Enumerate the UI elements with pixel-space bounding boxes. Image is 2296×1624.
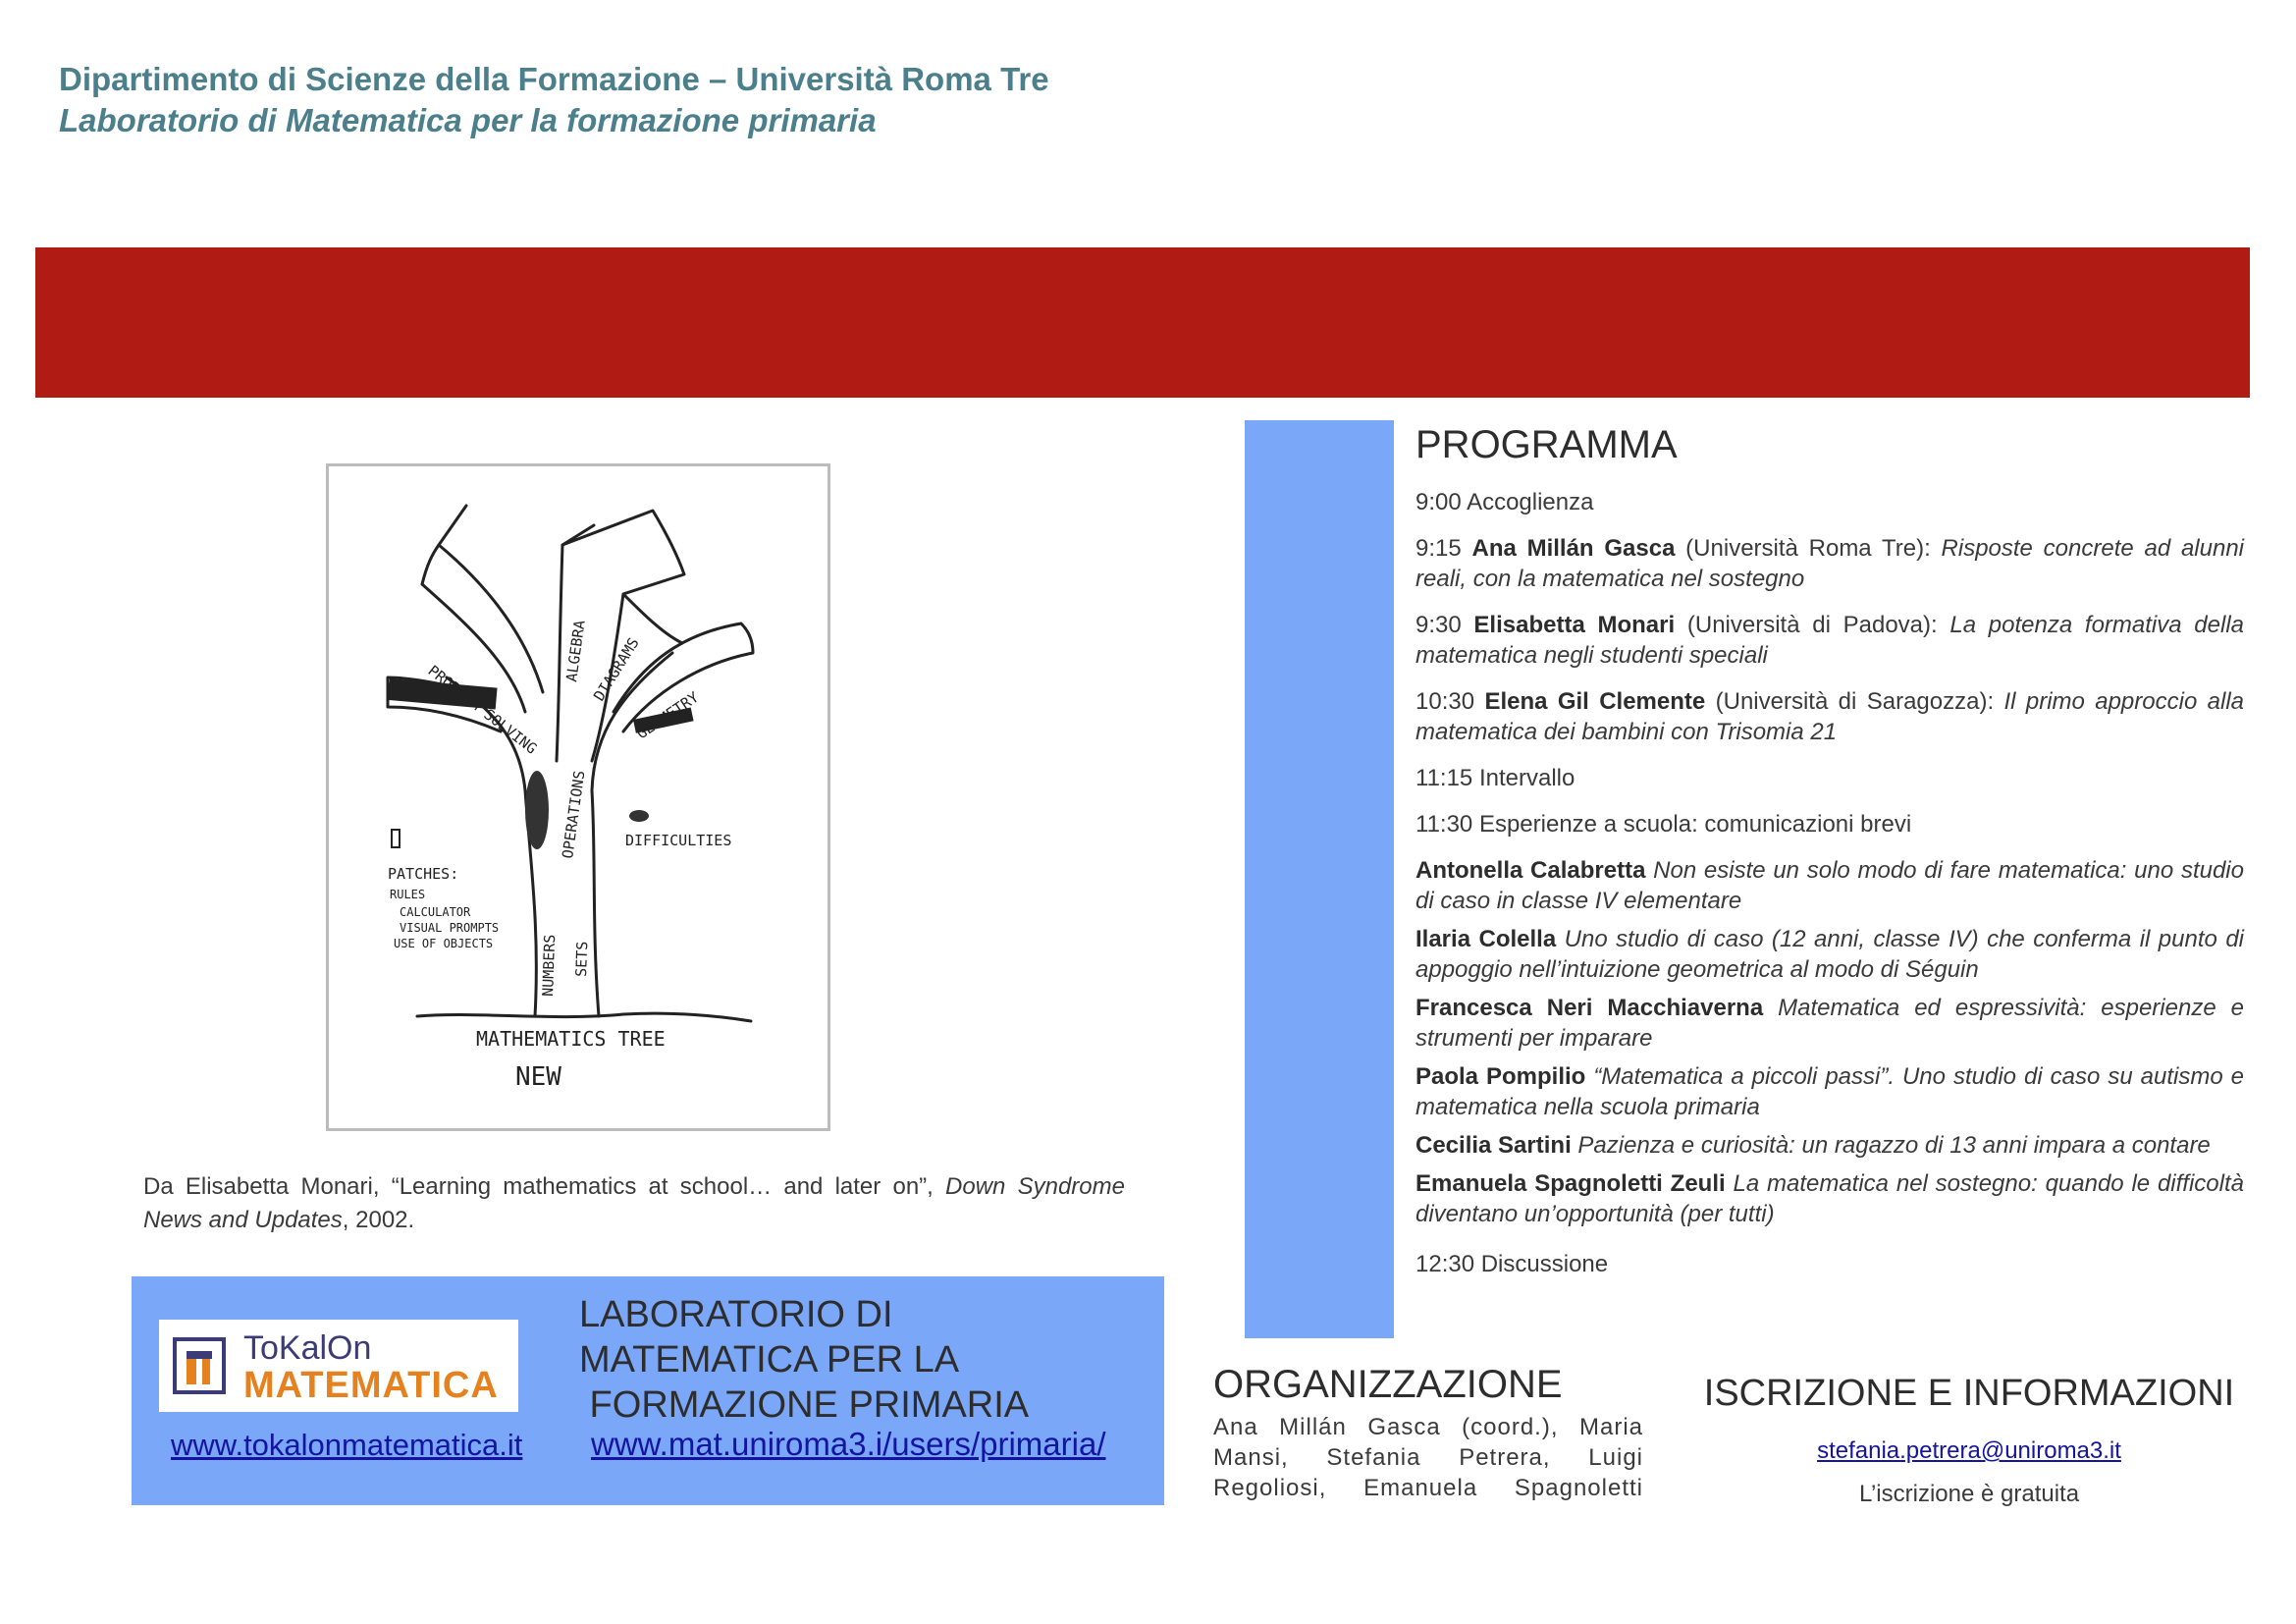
label-problem-solving: PROBLEM SOLVING (424, 661, 541, 758)
label-new: NEW (515, 1062, 561, 1092)
label-sets: SETS (572, 941, 592, 978)
short-talk (1415, 1061, 2244, 1122)
program-title: PROGRAMMA (1415, 423, 1678, 466)
program-affiliation: (Università di Saragozza): (1705, 688, 2004, 715)
tree-drawing (329, 466, 828, 1128)
talk-speaker: Cecilia Sartini (1415, 1132, 1572, 1159)
label-patch-visual: VISUAL PROMPTS (400, 921, 500, 935)
caption-source-title: Down Syndrome News and Updates (143, 1173, 1125, 1233)
tokalon-logo (159, 1320, 518, 1412)
label-geometry: GEOMETRY (633, 687, 703, 743)
tokalon-logo-icon (171, 1335, 228, 1396)
talk-title: Matematica ed espressività: esperienze e strumenti per imparare (1415, 995, 2244, 1052)
program-time: 10:30 (1415, 688, 1485, 715)
program-speaker: Elisabetta Monari (1473, 612, 1676, 638)
program-time: 9:00 (1415, 489, 1462, 515)
short-talk (1415, 1130, 2244, 1161)
talk-speaker: Paola Pompilio (1415, 1063, 1586, 1090)
program-affiliation: (Università di Padova): (1675, 612, 1950, 638)
label-patch-calculator: CALCULATOR (400, 905, 471, 919)
caption-year: , 2002. (342, 1207, 415, 1233)
label-operations: OPERATIONS (559, 769, 589, 860)
program-item (1415, 686, 2244, 747)
program-item (1415, 809, 2244, 839)
organization-title: ORGANIZZAZIONE (1213, 1363, 1563, 1406)
talk-title: Uno studio di caso (12 anni, classe IV) che conferma il punto di appoggio nell’intuizione geometrica al modo di Séguin (1415, 926, 2244, 983)
label-algebra: ALGEBRA (562, 619, 589, 683)
primaria-website-link[interactable]: www.mat.uniroma3.i/users/primaria/ (591, 1426, 1106, 1462)
program-time: 11:30 (1415, 811, 1473, 838)
lab-subtitle: Laboratorio di Matematica per la formazione primaria (59, 102, 877, 138)
logo-text-matematica: MATEMATICA (243, 1365, 499, 1406)
label-difficulties: DIFFICULTIES (625, 832, 732, 849)
short-talk (1415, 855, 2244, 916)
program-talk-title: La potenza formativa della matematica negli studenti speciali (1415, 612, 2245, 669)
mathematics-tree-illustration (326, 463, 830, 1131)
program-item (1415, 487, 2244, 517)
program-time: 9:30 (1415, 612, 1474, 638)
program-time: 11:15 (1415, 765, 1473, 791)
label-patches: PATCHES: (388, 865, 459, 883)
organization-names: Ana Millán Gasca (coord.), Maria Mansi, Stefania Petrera, Luigi Regoliosi, Emanuela Spagnoletti (1213, 1414, 1643, 1501)
short-talk (1415, 993, 2244, 1054)
label-numbers: NUMBERS (539, 934, 560, 998)
program-item (1415, 763, 2244, 793)
illustration-caption (143, 1170, 1125, 1237)
talk-title: Pazienza e curiosità: un ragazzo di 13 anni impara a contare (1571, 1132, 2211, 1159)
talk-speaker: Antonella Calabretta (1415, 857, 1646, 884)
logo-text-tokalon: ToKalOn (243, 1329, 372, 1367)
program-text: Esperienze a scuola: comunicazioni brevi (1472, 811, 1912, 838)
program-talk-title: Il primo approccio alla matematica dei bambini con Trisomia 21 (1415, 688, 2245, 745)
label-mathematics-tree: MATHEMATICS TREE (476, 1027, 666, 1051)
program-section (1415, 420, 2244, 1295)
caption-text: Da Elisabetta Monari, “Learning mathematics at school… and later on”, (143, 1173, 946, 1200)
label-patch-objects: USE OF OBJECTS (394, 937, 494, 950)
short-talk (1415, 1168, 2244, 1229)
program-time: 9:15 (1415, 535, 1472, 562)
program-text: Intervallo (1472, 765, 1575, 791)
registration-title: ISCRIZIONE E INFORMAZIONI (1703, 1373, 2235, 1414)
label-diagrams: DIAGRAMS (590, 634, 643, 705)
registration-email-link[interactable]: stefania.petrera@uniroma3.it (1817, 1437, 2121, 1464)
short-talk (1415, 924, 2244, 985)
program-item (1415, 610, 2244, 671)
program-speaker: Elena Gil Clemente (1484, 688, 1706, 715)
tokalon-website-link[interactable]: www.tokalonmatematica.it (171, 1428, 523, 1462)
program-text: Accoglienza (1461, 489, 1594, 515)
talk-title: La matematica nel sostegno: quando le difficoltà diventano un’opportunità (per tutti) (1415, 1170, 2244, 1227)
red-banner (35, 247, 2250, 398)
talk-speaker: Francesca Neri Macchiaverna (1415, 995, 1764, 1021)
program-side-bar (1245, 420, 1394, 1338)
program-item (1415, 533, 2244, 594)
label-patch-rules: RULES (390, 888, 426, 901)
program-final-item: 12:30 Discussione (1415, 1251, 1609, 1277)
program-talk-title: Risposte concrete ad alunni reali, con la matematica nel sostegno (1415, 535, 2244, 592)
talk-speaker: Emanuela Spagnoletti Zeuli (1415, 1170, 1726, 1197)
department-title: Dipartimento di Scienze della Formazione – Università Roma Tre (59, 61, 1049, 97)
talk-title: Non esiste un solo modo di fare matematica: uno studio di caso in classe IV elementare (1415, 857, 2244, 914)
talk-speaker: Ilaria Colella (1415, 926, 1557, 952)
lab-box-title: LABORATORIO DI MATEMATICA PER LA FORMAZIONE PRIMARIA (579, 1294, 1030, 1426)
program-speaker: Ana Millán Gasca (1471, 535, 1676, 562)
program-affiliation: (Università Roma Tre): (1675, 535, 1942, 562)
talk-title: “Matematica a piccoli passi”. Uno studio di caso su autismo e matematica nella scuola primaria (1415, 1063, 2244, 1120)
registration-note: L’iscrizione è gratuita (1858, 1481, 2080, 1507)
